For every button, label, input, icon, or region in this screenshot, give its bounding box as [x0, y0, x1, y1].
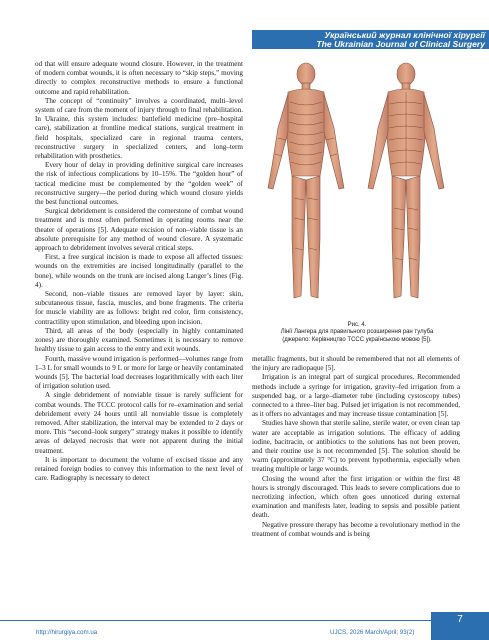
paragraph: metallic fragments, but it should be remembered that not all elements of the injury are radiopaque [5].: [252, 355, 460, 373]
paragraph: Closing the wound after the first irrigation or within the first 48 hours is strongly discouraged. This leads to severe complications due to necrotizing infection, which often goes unnoticed during external examination and manifests later, leading to sepsis and possible patient death.: [252, 474, 460, 520]
figure-label: Рис. 4.: [347, 322, 367, 328]
paragraph: The concept of “continuity” involves a coordinated, multi–level system of care from the moment of injury through to final rehabilitation. In Ukraine, this system includes: battlefield medicine (pre–hospital care), stabilization at frontline medical stations, surgical treatment in field hospitals, specialized care in regional trauma centers, reconstructive surgery in specialized centers, and long–term rehabilitation with prosthetics.: [35, 96, 243, 161]
figure-caption-source: (джерело: Керівництво TCCC українською мовою [5]).: [282, 336, 432, 343]
left-column: [35, 60, 243, 483]
journal-citation: UJCS, 2026 March/April; 93(2): [330, 629, 415, 636]
journal-title-uk: Український журнал клінічної хірургії: [324, 30, 485, 40]
journal-header: [252, 30, 489, 49]
journal-title-en: The Ukrainian Journal of Clinical Surgery: [316, 39, 485, 49]
front-body-figure: [268, 63, 344, 298]
footer-divider: [0, 620, 489, 621]
paragraph: Fourth, massive wound irrigation is performed—volumes range from 1–3 L for small wounds to 9 L or more for large or heavily contaminated wounds [5]. The bacterial load decreases logarithmically with each liter of irrigation solution used.: [35, 354, 243, 391]
journal-url-link[interactable]: http://hirurgiya.com.ua: [36, 629, 98, 636]
paragraph: od that will ensure adequate wound closure. However, in the treatment of modern combat wounds, it is often necessary to “skip steps,” moving directly to complex reconstructive methods to ensure a functional outcome and rapid rehabilitation.: [35, 60, 243, 96]
page-number: 7: [457, 614, 463, 625]
anatomy-illustration: [254, 58, 460, 320]
paragraph: First, a free surgical incision is made to expose all affected tissues: wounds on the extremities are incised longitudinally (parallel to the bone), while wounds on the trunk are incised along Langer’s lines (Fig. 4).: [35, 253, 243, 289]
paragraph: Second, non–viable tissues are removed layer by layer: skin, subcutaneous tissue, fascia, muscles, and bone fragments. The criteria for muscle viability are as follows: bright red color, firm consistency, contractility upon stimulation, and bleeding upon incision.: [35, 290, 243, 326]
paragraph: Third, all areas of the body (especially in highly contaminated zones) are thoroughly examined. Sometimes it is necessary to remove healthy tissue to gain access to the entry and exit wounds.: [35, 326, 243, 354]
figure-caption: [252, 322, 462, 344]
paragraph: Every hour of delay in providing definitive surgical care increases the risk of infectious complications by 10–15%. The “golden hour” of tactical medicine must be complemented by the “golden week” of reconstructive surgery—the period during which wound closure yields the best functional outcomes.: [35, 161, 243, 207]
figure-caption-line: Лінії Лангера для правильного розширення ран тулуба: [280, 329, 434, 336]
paragraph: Studies have shown that sterile saline, sterile water, or even clean tap water are acceptable as irrigation solutions. The efficacy of adding iodine, bacitracin, or antibiotics to the solutions has not been proven, and their routine use is not recommended [5]. The solution should be warm (approximately 37 °C) to prevent hypothermia, especially when treating multiple or large wounds.: [252, 419, 460, 474]
paragraph: A single debridement of nonviable tissue is rarely sufficient for combat wounds. The TCCC protocol calls for re–examination and serial debridement every 24 hours until all nonviable tissue is completely removed. After stabilization, the interval may be extended to 2 days or more. This “second–look surgery” strategy makes it possible to identify areas of delayed necrosis that were not apparent during the initial treatment.: [35, 391, 243, 455]
right-column: [252, 355, 460, 539]
langer-lines-figure: [254, 58, 460, 326]
paragraph: It is important to document the volume of excised tissue and any retained foreign bodies to convey this information to the next level of care. Radiography is necessary to detect: [35, 455, 243, 483]
paragraph: Irrigation is an integral part of surgical procedures. Recommended methods include a syringe for irrigation, gravity–fed irrigation from a suspended bag, or a large–diameter tube (including cystoscopy tubes) connected to a three–liter bag. Pulsed jet irrigation is not recommended, as it offers no advantages and may increase tissue contamination [5].: [252, 373, 460, 419]
paragraph: Negative pressure therapy has become a revolutionary method in the treatment of combat wounds and is being: [252, 520, 460, 538]
paragraph: Surgical debridement is considered the cornerstone of combat wound treatment and is most often performed in operating rooms near the theater of operations [5]. Adequate excision of non–viable tissue is an absolute prerequisite for any method of wound closure. A systematic approach to debridement involves several critical steps.: [35, 207, 243, 253]
